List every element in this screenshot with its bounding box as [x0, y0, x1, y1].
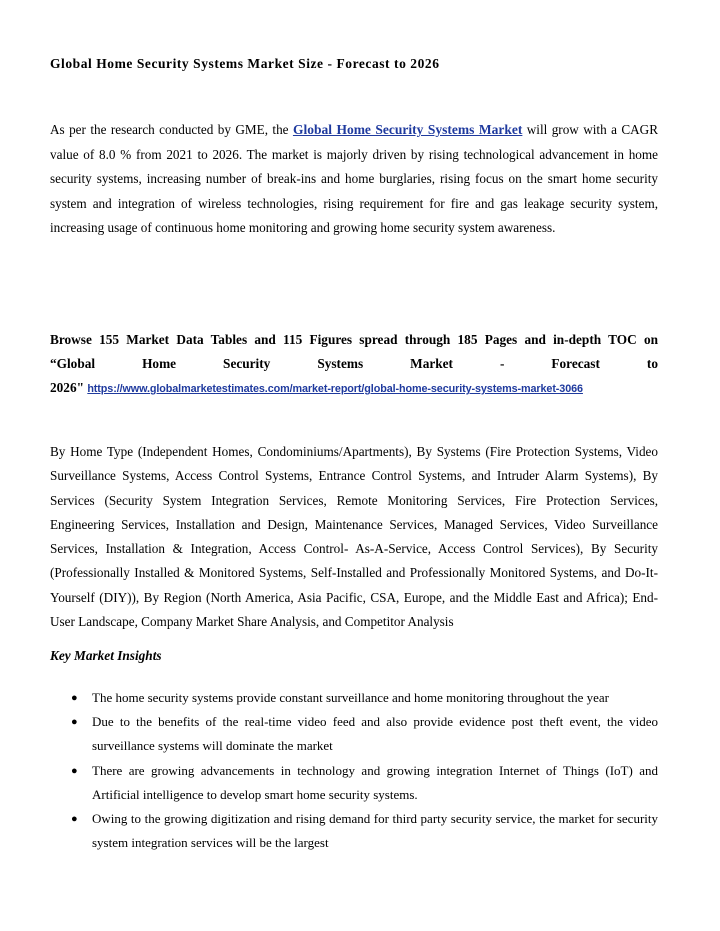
bullet-icon: ● — [71, 764, 78, 777]
browse-line-2: “Global Home Security Systems Market - Forecast to — [50, 356, 658, 371]
key-insights-list — [50, 686, 658, 855]
segmentation-paragraph: By Home Type (Independent Homes, Condominiums/Apartments), By Systems (Fire Protection Systems, Video Surveillance Systems, Access Control Systems, Entrance Control Systems, and Intruder Alarm Systems), By Services (Security System Integration Services, Remote Monitoring Services, Fire Protection Services, Engineering Services, Installation and Design, Maintenance Services, Managed Services, Video Surveillance Services, Installation & Integration, Access Control- As-A-Service, Access Control Services), By Security (Professionally Installed & Monitored Systems, Self-Installed and Professionally Monitored Systems, and Do-It-Yourself (DIY)), By Region (North America, Asia Pacific, CSA, Europe, and the Middle East and Africa); End-User Landscape, Company Market Share Analysis, and Competitor Analysis — [50, 444, 658, 630]
intro-text-before: As per the research conducted by GME, the — [50, 122, 293, 137]
insight-text: Owing to the growing digitization and rising demand for third party security service, the market for security system integration services will be the largest — [92, 811, 658, 851]
browse-line-1: Browse 155 Market Data Tables and 115 Figures spread through 185 Pages and in-depth TOC on — [50, 332, 658, 347]
intro-paragraph — [50, 118, 658, 241]
list-item — [50, 759, 658, 807]
browse-paragraph — [50, 328, 658, 401]
browse-year: 2026" — [50, 380, 88, 395]
bullet-icon: ● — [71, 692, 78, 704]
key-insights-heading: Key Market Insights — [50, 648, 162, 663]
list-item — [50, 710, 658, 758]
report-url-link[interactable]: https://www.globalmarketestimates.com/market-report/global-home-security-systems-market-3066 — [87, 383, 583, 395]
insight-text: The home security systems provide constant surveillance and home monitoring throughout the year — [92, 690, 609, 705]
list-item — [50, 807, 658, 855]
list-item — [50, 686, 658, 710]
page-title: Global Home Security Systems Market Size - Forecast to 2026 — [50, 56, 440, 71]
market-report-link[interactable]: Global Home Security Systems Market — [292, 122, 523, 137]
bullet-icon: ● — [71, 716, 78, 729]
insight-text: There are growing advancements in technology and growing integration Internet of Things (IoT) and Artificial intelligence to develop smart home security systems. — [92, 762, 658, 802]
intro-text-after: will grow with a CAGR value of 8.0 % from 2021 to 2026. The market is majorly driven by rising technological advancement in home security systems, increasing number of break-ins and home burglaries, rising focus on the smart home security system and integration of wireless technologies, rising requirement for fire and gas leakage security system, increasing usage of continuous home monitoring and growing home security system awareness. — [50, 122, 658, 235]
insight-text: Due to the benefits of the real-time video feed and also provide evidence post theft event, the video surveillance systems will dominate the market — [92, 714, 658, 754]
browse-line-3 — [50, 380, 583, 395]
bullet-icon: ● — [71, 813, 78, 826]
